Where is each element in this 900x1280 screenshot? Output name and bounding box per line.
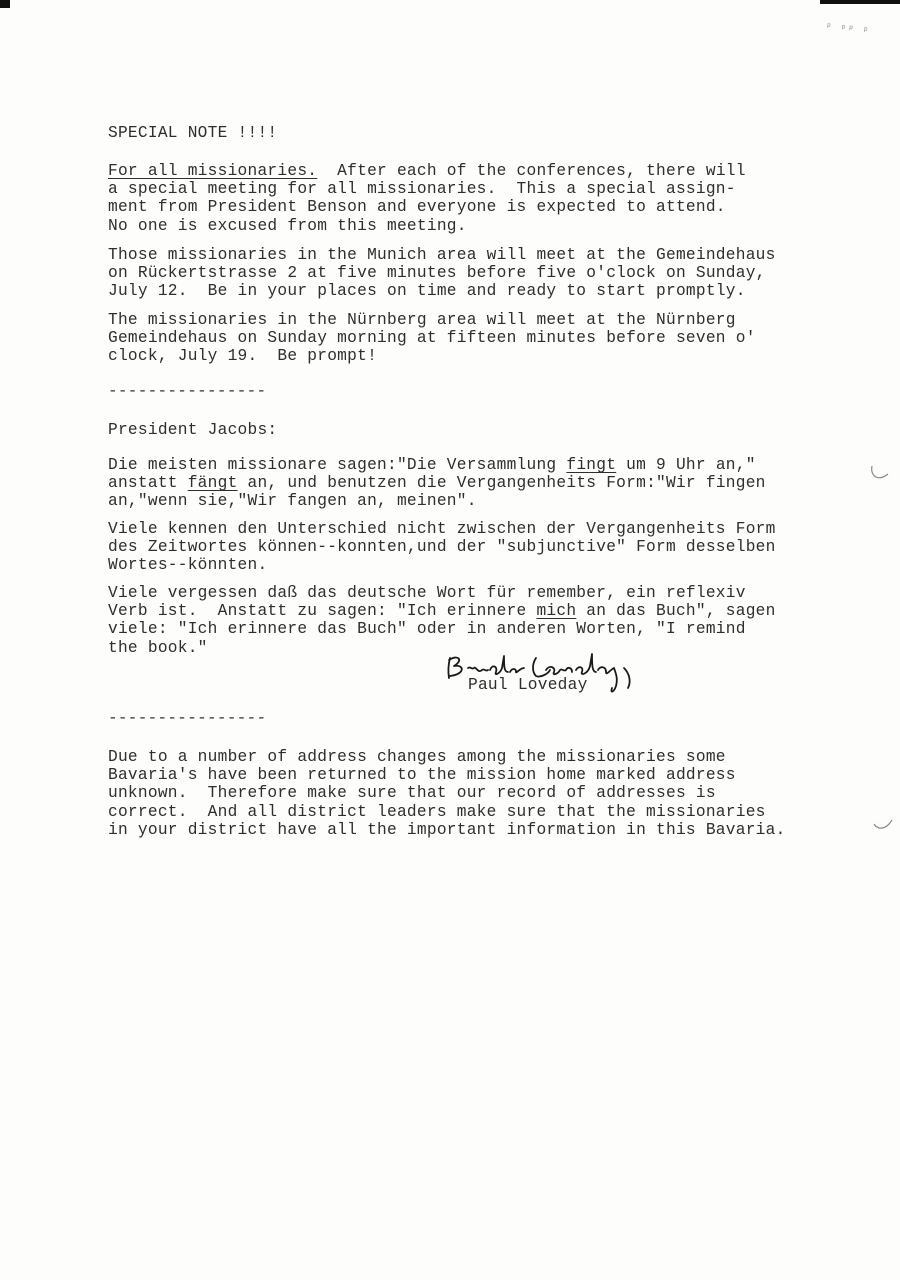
typed-signature-name: Paul Loveday (468, 676, 588, 694)
paragraph-reflexiv: Viele vergessen daß das deutsche Wort für remember, ein reflexiv Verb ist. Anstatt zu sagen: "Ich erinnere mich an das Buch", sagen viele: "Ich erinnere das Buch" oder in anderen Worten, "I remind the book." (108, 584, 776, 657)
margin-curl-mark-2 (872, 816, 894, 836)
paragraph-munich-area: Those missionaries in the Munich area will meet at the Gemeindehaus on Rückertstrasse 2 at five minutes before five o'clock on Sunday, July 12. Be in your places on time and ready to start promptly. (108, 246, 776, 301)
paragraph-address-changes: Due to a number of address changes among the missionaries some Bavaria's have been returned to the mission home marked address unknown. Therefore make sure that our record of addresses is correct. And all district leaders make sure that the missionaries in your district have all the important information in this Bavaria. (108, 748, 786, 839)
scan-edge-mark (0, 0, 10, 8)
paragraph-missionaries-meeting: For all missionaries. After each of the conferences, there will a special meeting for all missionaries. This a special assign- ment from President Benson and everyone is expected to attend. No one is excused from this meeting. (108, 162, 746, 235)
paragraph-nurnberg-area: The missionaries in the Nürnberg area will meet at the Nürnberg Gemeindehaus on Sunday morning at fifteen minutes before seven o' clock, July 19. Be prompt! (108, 311, 756, 366)
salutation: President Jacobs: (108, 421, 278, 439)
paragraph-fingt-fangt: Die meisten missionare sagen:"Die Versammlung fingt um 9 Uhr an," anstatt fängt an, und benutzen die Vergangenheits Form:"Wir fingen an,"wenn sie,"Wir fangen an, meinen". (108, 456, 766, 511)
corner-note: ᵖ ᵖᵖ ᵖ (825, 21, 871, 37)
dashed-separator: ---------------- (108, 382, 267, 400)
special-note-heading: SPECIAL NOTE !!!! (108, 124, 278, 142)
margin-curl-mark (868, 462, 892, 486)
dashed-separator-2: ---------------- (108, 709, 267, 727)
paragraph-subjunctive: Viele kennen den Unterschied nicht zwischen der Vergangenheits Form des Zeitwortes können--konnten,und der "subjunctive" Form desselben Wortes--könnten. (108, 520, 776, 575)
underlined-lead: For all missionaries. (108, 162, 318, 180)
scan-top-bar (820, 0, 900, 4)
